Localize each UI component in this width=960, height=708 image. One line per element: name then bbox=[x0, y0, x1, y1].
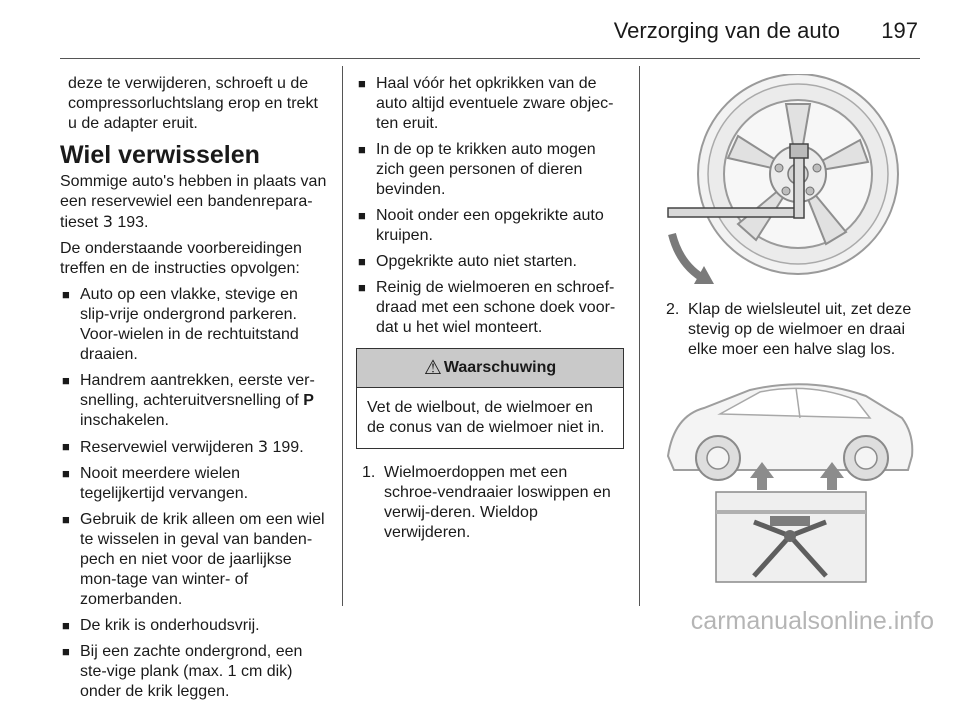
reserve-wheel-paragraph bbox=[60, 172, 328, 233]
column-divider-2 bbox=[639, 66, 640, 606]
header-title: Verzorging van de auto bbox=[613, 18, 840, 43]
list-item: ■ Nooit meerdere wielen tegelijkertijd vervangen. bbox=[60, 464, 328, 504]
list-item: ■ Auto op een vlakke, stevige en slip-vrije ondergrond parkeren. Voor-wielen in de rechtuitstand draaien. bbox=[60, 285, 328, 365]
car-jack-illustration bbox=[660, 372, 922, 584]
list-item: ■ Gebruik de krik alleen om een wiel te wisselen in geval van banden-pech en niet voor de jaarlijkse mon-tage van winter- of zomerbanden. bbox=[60, 510, 328, 610]
steps-list bbox=[356, 463, 624, 543]
page-ref-link[interactable]: 199. bbox=[272, 439, 304, 456]
intro-paragraph: deze te verwijderen, schroeft u de compressorluchtslang erop en trekt u de adapter eruit. bbox=[68, 75, 318, 132]
warning-header bbox=[357, 349, 623, 388]
column-left bbox=[60, 74, 328, 708]
list-item: ■ Opgekrikte auto niet starten. bbox=[356, 252, 624, 272]
step-number: 1. bbox=[362, 464, 376, 481]
safety-list bbox=[356, 74, 624, 338]
ref-arrow-icon: 3 bbox=[257, 437, 269, 456]
list-item: ■ De krik is onderhoudsvrij. bbox=[60, 616, 328, 636]
list-item: ■ Reinig de wielmoeren en schroef-draad met een schone doek voor-dat u het wiel monteert. bbox=[356, 278, 624, 338]
steps-list-continued bbox=[660, 300, 922, 360]
list-item bbox=[60, 371, 328, 431]
preparation-paragraph: De onderstaande voorbereidingen treffen en de instructies opvolgen: bbox=[60, 240, 302, 277]
step-text: Wielmoerdoppen met een schroe-vendraaier loswippen en verwij-deren. Wieldop verwijderen. bbox=[384, 464, 611, 541]
header-rule bbox=[60, 58, 920, 59]
warning-body: Vet de wielbout, de wielmoer en de conus van de wielmoer niet in. bbox=[367, 399, 605, 436]
reserve-wheel-text: Sommige auto's hebben in plaats van een reservewiel een bandenrepara-tieset bbox=[60, 173, 327, 231]
list-item: ■ Bij een zachte ondergrond, een ste-vige plank (max. 1 cm dik) onder de krik leggen. bbox=[60, 642, 328, 702]
wheel-illustration-svg bbox=[660, 74, 922, 294]
warning-box bbox=[356, 348, 624, 449]
list-item: ■ Nooit onder een opgekrikte auto kruipen. bbox=[356, 206, 624, 246]
step-text: Klap de wielsleutel uit, zet deze stevig op de wielmoer en draai elke moer een halve slag los. bbox=[688, 301, 912, 358]
list-item-text-end: inschakelen. bbox=[80, 412, 169, 429]
watermark: carmanualsonline.info bbox=[690, 607, 934, 635]
section-heading: Wiel verwisselen bbox=[60, 141, 260, 169]
list-item-text: Handrem aantrekken, eerste ver-snelling, achteruitversnelling of bbox=[80, 372, 315, 409]
list-item-text: Reservewiel verwijderen bbox=[80, 439, 254, 456]
page-ref-link[interactable]: 193. bbox=[117, 214, 149, 231]
gear-p-label: P bbox=[303, 392, 314, 409]
column-right bbox=[660, 74, 922, 584]
step-item bbox=[356, 463, 624, 543]
warning-triangle-icon: ⚠ bbox=[423, 357, 442, 379]
step-number: 2. bbox=[666, 301, 680, 318]
ref-arrow-icon: 3 bbox=[102, 212, 113, 231]
column-divider-1 bbox=[342, 66, 343, 606]
car-jack-svg bbox=[660, 372, 922, 584]
column-middle bbox=[356, 74, 624, 543]
step-item bbox=[660, 300, 922, 360]
list-item: ■ Haal vóór het opkrikken van de auto altijd eventuele zware objec-ten eruit. bbox=[356, 74, 624, 134]
wheel-wrench-illustration bbox=[660, 74, 922, 294]
preparation-list bbox=[60, 285, 328, 702]
list-item: ■ In de op te krikken auto mogen zich geen personen of dieren bevinden. bbox=[356, 140, 624, 200]
list-item bbox=[60, 437, 328, 458]
page-number: 197 bbox=[881, 18, 918, 43]
warning-title: Waarschuwing bbox=[443, 359, 557, 376]
